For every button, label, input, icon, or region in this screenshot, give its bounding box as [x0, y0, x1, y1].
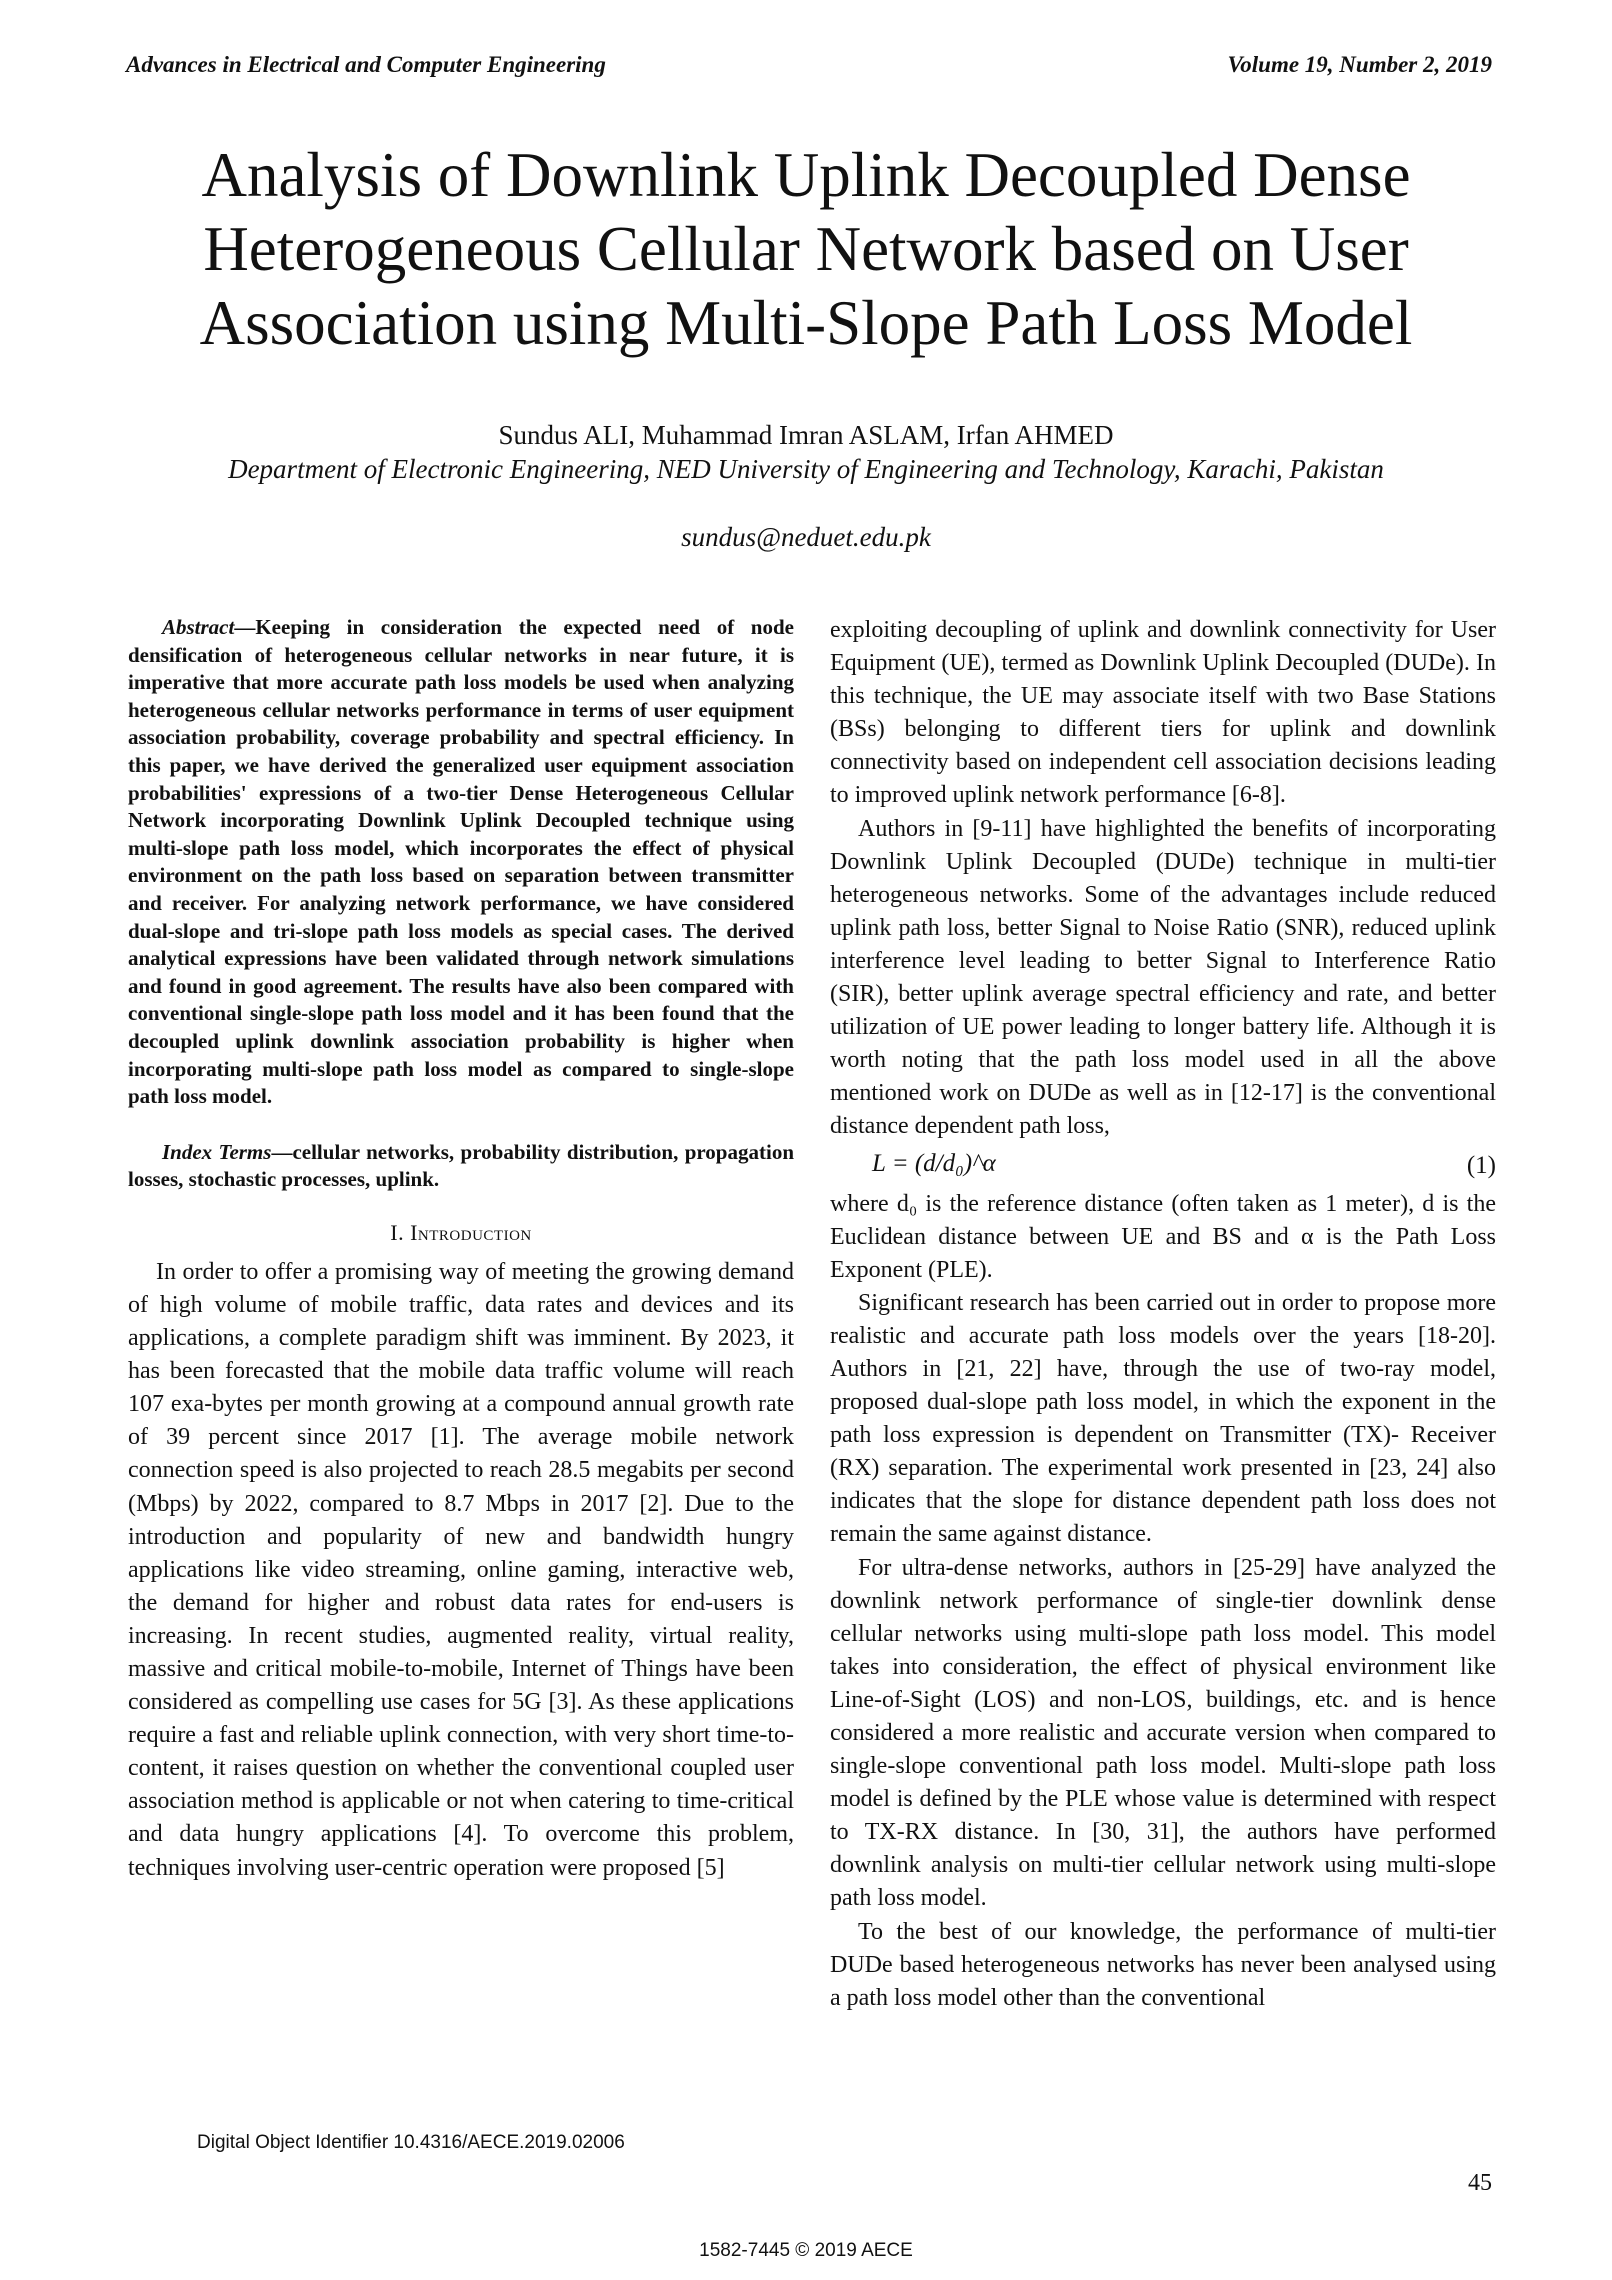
- index-terms: [128, 1139, 794, 1194]
- index-terms-label: Index Terms: [162, 1139, 272, 1164]
- section-name: Introduction: [410, 1219, 532, 1245]
- equation-number: (1): [1466, 1151, 1496, 1179]
- author-email[interactable]: sundus@neduet.edu.pk: [681, 522, 931, 552]
- equation-expression: L = (d/d₀)^α: [872, 1149, 996, 1177]
- section-heading: [128, 1220, 794, 1246]
- paper-title: Analysis of Downlink Uplink Decoupled Dense Heterogeneous Cellular Network based on User Association using Multi-Slope Path Loss Model: [199, 140, 1413, 358]
- author-list: Sundus ALI, Muhammad Imran ASLAM, Irfan AHMED: [498, 420, 1114, 450]
- body-paragraph: exploiting decoupling of uplink and downlink connectivity for User Equipment (UE), termed as Downlink Uplink Decoupled (DUDe). In this technique, the UE may associate itself with two Base Stations (BSs) belonging to different tiers for uplink and downlink connectivity based on independent cell association decisions leading to improved uplink network performance [6-8].: [830, 617, 1496, 809]
- left-column: [128, 614, 794, 1885]
- equation-1: [830, 1144, 1496, 1188]
- body-paragraph: Authors in [9-11] have highlighted the benefits of incorporating Downlink Uplink Decoupled (DUDe) technique in multi-tier heterogeneous networks. Some of the advantages include reduced uplink path loss, better Signal to Noise Ratio (SNR), reduced uplink interference level leading to better Signal to Interference Ratio (SIR), better uplink average spectral efficiency and rate, and better utilization of UE power leading to longer battery life. Although it is worth noting that the path loss model used in all the above mentioned work on DUDe as well as in [12-17] is the conventional distance dependent path loss,: [830, 815, 1496, 1140]
- page-number: 45: [1468, 2170, 1492, 2196]
- index-terms-text: —cellular networks, probability distribution, propagation losses, stochastic processes, uplink.: [128, 1139, 794, 1192]
- section-number: I.: [390, 1219, 405, 1245]
- abstract-label: Abstract: [162, 615, 235, 639]
- body-paragraph: Significant research has been carried out in order to propose more realistic and accurate path loss models over the years [18-20]. Authors in [21, 22] have, through the use of two-ray model, proposed dual-slope path loss model, in which the exponent in the path loss expression is dependent on Transmitter (TX)- Receiver (RX) separation. The experimental work presented in [23, 24] also indicates that the slope for distance dependent path loss does not remain the same against distance.: [830, 1289, 1496, 1548]
- body-paragraph: For ultra-dense networks, authors in [25-29] have analyzed the downlink network performance of single-tier downlink dense cellular networks using multi-slope path loss model. This model takes into consideration, the effect of physical environment like Line-of-Sight (LOS) and non-LOS, buildings, etc. and is hence considered a more realistic and accurate version when compared to single-slope conventional path loss model. Multi-slope path loss model is defined by the PLE whose value is determined with respect to TX-RX distance. In [30, 31], the authors have performed downlink analysis on multi-tier cellular network using multi-slope path loss model.: [830, 1554, 1496, 1912]
- intro-paragraph: In order to offer a promising way of meeting the growing demand of high volume of mobile traffic, data rates and devices and its applications, a complete paradigm shift was imminent. By 2023, it has been forecasted that the mobile data traffic volume will reach 107 exa-bytes per month growing at a compound annual growth rate of 39 percent since 2017 [1]. The average mobile network connection speed is also projected to reach 28.5 megabits per second (Mbps) by 2022, compared to 8.7 Mbps in 2017 [2]. Due to the introduction and popularity of new and bandwidth hungry applications like video streaming, online gaming, interactive web, the demand for higher and robust data rates for end-users is increasing. In recent studies, augmented reality, virtual reality, massive and critical mobile-to-mobile, Internet of Things have been considered as compelling use cases for 5G [3]. As these applications require a fast and reliable uplink connection, with very short time-to-content, it raises question on whether the conventional coupled user association method is applicable or not when catering to time-critical and data hungry applications [4]. To overcome this problem, techniques involving user-centric operation were proposed [5]: [128, 1258, 794, 1881]
- abstract: [128, 614, 794, 1111]
- abstract-text: —Keeping in consideration the expected need of node densification of heterogeneous cellular networks in near future, it is imperative that more accurate path loss models be used when analyzing heterogeneous cellular networks performance in terms of user equipment association probability, coverage probability and spectral efficiency. In this paper, we have derived the generalized user equipment association probabilities' expressions of a two-tier Dense Heterogeneous Cellular Network incorporating Downlink Uplink Decoupled technique using multi-slope path loss model, which incorporates the effect of physical environment on the path loss based on separation between transmitter and receiver. For analyzing network performance, we have considered dual-slope and tri-slope path loss models as special cases. The derived analytical expressions have been validated through network simulations and found in good agreement. The results have also been compared with conventional single-slope path loss model and it has been found that the decoupled uplink downlink association probability is higher when incorporating multi-slope path loss model as compared to single-slope path loss model.: [128, 615, 794, 1109]
- issn-footer: 1582-7445 © 2019 AECE: [699, 2240, 913, 2261]
- doi-footer[interactable]: Digital Object Identifier 10.4316/AECE.2019.02006: [197, 2132, 625, 2153]
- body-paragraph: where d₀ is the reference distance (often taken as 1 meter), d is the Euclidean distance between UE and BS and α is the Path Loss Exponent (PLE).: [830, 1190, 1496, 1283]
- body-paragraph: To the best of our knowledge, the performance of multi-tier DUDe based heterogeneous networks has never been analysed using a path loss model other than the conventional: [830, 1918, 1496, 2011]
- affiliation: Department of Electronic Engineering, NED University of Engineering and Technology, Karachi, Pakistan: [228, 454, 1384, 484]
- right-column: [830, 614, 1496, 2015]
- volume-info: Volume 19, Number 2, 2019: [1227, 52, 1492, 77]
- journal-name: Advances in Electrical and Computer Engineering: [126, 52, 606, 77]
